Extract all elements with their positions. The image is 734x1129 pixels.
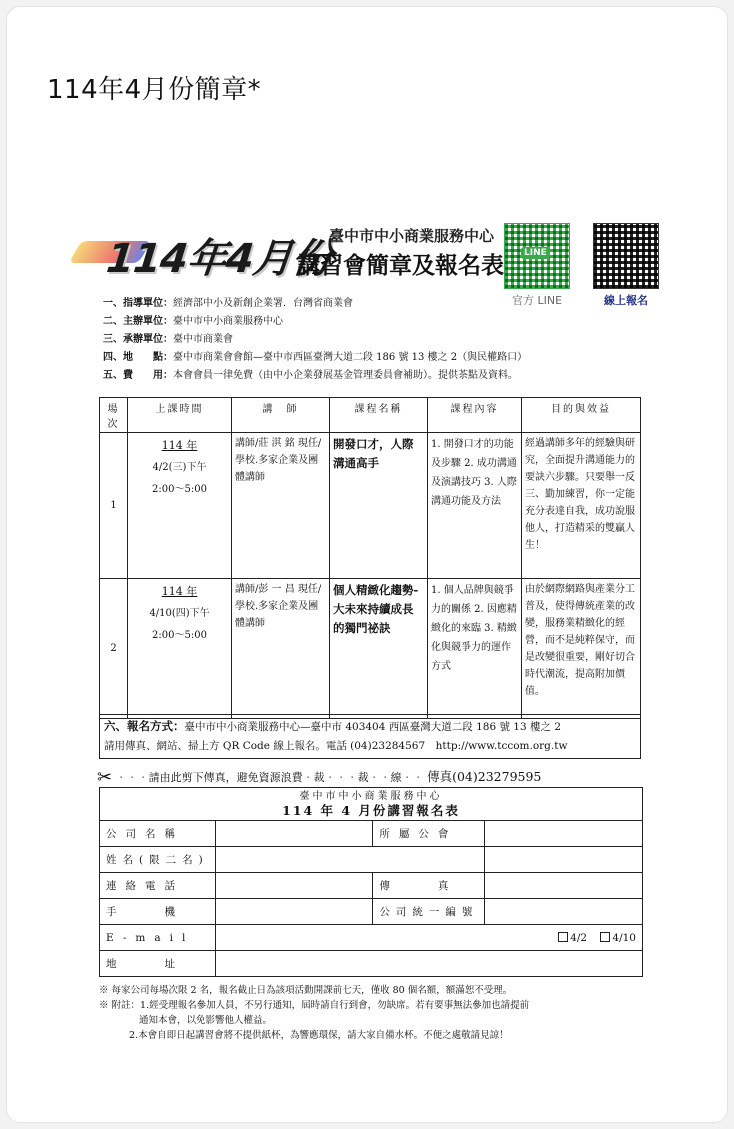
session-number: 2: [100, 579, 128, 719]
info-line: 五、費 用：本會會員一律免費（由中小企業發展基金管理委員會補助）。提供茶點及資料。: [103, 370, 518, 381]
col-header: 課程名稱: [330, 398, 428, 433]
register-qr-code[interactable]: [593, 223, 659, 307]
flyer-subtitle: 講習會簡章及報名表: [297, 252, 504, 279]
association-field[interactable]: [485, 821, 643, 847]
flyer-image[interactable]: [89, 217, 649, 1047]
table-row: [100, 433, 641, 579]
info-line: 二、主辦單位：臺中市中小商業服務中心: [103, 316, 283, 327]
flyer-header: [89, 217, 649, 307]
session-number: 1: [100, 433, 128, 579]
line-badge: LINE: [521, 247, 550, 259]
info-line: 三、承辦單位：臺中市商業會: [103, 334, 233, 345]
info-line: 四、地 點：臺中市商業會會館—臺中市西區臺灣大道二段 186 號 13 樓之 2（與民權路口）: [103, 352, 528, 363]
session-goal: 由於網際網路與產業分工普及，使得傳統產業的改變，服務業精緻化的經營，而不是純粹保守，而是改變很重要，剛好切合時代潮流，提高附加價值。: [522, 579, 641, 719]
name-field-1[interactable]: [215, 847, 485, 873]
session-course: 個人精緻化趨勢-大未來持續成長的獨門祕訣: [330, 579, 428, 719]
email-label: E-mail: [100, 925, 216, 951]
post-title: 114年4月份簡章*: [47, 75, 262, 105]
phone-label: 連絡電話: [100, 873, 216, 899]
note-line: 通知本會，以免影響他人權益。: [139, 1015, 273, 1026]
register-qr-caption: 線上報名: [604, 294, 648, 307]
fax-field[interactable]: [485, 873, 643, 899]
col-header: 課程內容: [428, 398, 522, 433]
fax-label: 傳 真: [373, 873, 485, 899]
scissors-icon: ✂: [97, 767, 113, 788]
tax-id-label: 公司統一編號: [373, 899, 485, 925]
form-title: 臺中市中小商業服務中心 114 年 4 月份講習報名表: [100, 788, 643, 821]
session-content: 1. 個人品牌與競爭力的關係 2. 因應精緻化的來臨 3. 精緻化與競爭力的運作方式: [428, 579, 522, 719]
session-teacher: 講師/彭 一 昌 現任/學校.多家企業及團體講師: [232, 579, 330, 719]
session-options[interactable]: 4/2 4/10: [215, 925, 642, 951]
col-header: 目的與效益: [522, 398, 641, 433]
company-name-field[interactable]: [215, 821, 373, 847]
checkbox-session-2[interactable]: [600, 932, 610, 942]
post-card: [6, 6, 728, 1123]
flyer-organizer: 臺中市中小商業服務中心: [329, 227, 495, 245]
note-line: ※ 附註：1.經受理報名參加人員，不另行通知，屆時請自行到會，勿缺席。若有要事無法參加也請提前: [99, 1000, 530, 1011]
note-line: ※ 每家公司每場次限 2 名，報名截止日為該項活動開課前七天，僅收 80 個名額，額滿恕不受理。: [99, 985, 513, 996]
flyer-info: [103, 295, 643, 385]
phone-field[interactable]: [215, 873, 373, 899]
col-header: 上課時間: [128, 398, 232, 433]
table-row: [100, 579, 641, 719]
name-field-2[interactable]: [485, 847, 643, 873]
session-time: 114 年 4/10(四)下午 2:00～5:00: [128, 579, 232, 719]
registration-form: [99, 787, 643, 977]
session-goal: 經過講師多年的經驗與研究，全面提升溝通能力的要訣六步驟。只要舉一反三、勤加練習，你一定能充分表達自我，成功說服他人，打造精采的雙贏人生！: [522, 433, 641, 579]
session-teacher: 講師/莊 淇 銘 現任/學校.多家企業及團體講師: [232, 433, 330, 579]
line-qr-caption: 官方 LINE: [511, 294, 563, 307]
address-label: 地 址: [100, 951, 216, 977]
note-line: 2.本會自即日起講習會將不提供紙杯，為響應環保，請大家自備水杯。不便之處敬請見諒！: [129, 1030, 509, 1041]
company-name-label: 公司名稱: [100, 821, 216, 847]
checkbox-session-1[interactable]: [558, 932, 568, 942]
cut-line: ✂ ‧‧‧請由此剪下傳真，避免資源浪費‧裁‧‧‧裁‧‧線‧‧ 傳真(04)23279595: [97, 767, 542, 788]
info-line: 一、指導單位：經濟部中小及新創企業署．台灣省商業會: [103, 298, 353, 309]
register-qr-icon: [593, 223, 659, 289]
col-header: 講 師: [232, 398, 330, 433]
session-time: 114 年 4/2(三)下午 2:00～5:00: [128, 433, 232, 579]
schedule-table: [99, 397, 641, 719]
association-label: 所屬公會: [373, 821, 485, 847]
signup-method: 六、報名方式：臺中市中小商業服務中心—臺中市 403404 西區臺灣大道二段 186 號 13 樓之 2 請用傳真、網站、掃上方 QR Code 線上報名。電話 (04)23284567 http://www.tccom.org.tw: [99, 714, 641, 759]
mobile-field[interactable]: [215, 899, 373, 925]
col-header: 場次: [100, 398, 128, 433]
mobile-label: 手 機: [100, 899, 216, 925]
address-field[interactable]: [215, 951, 642, 977]
flyer-notes: [99, 983, 647, 1043]
table-header-row: [100, 398, 641, 433]
flyer-month-title: 114年4月份: [104, 236, 334, 282]
tax-id-field[interactable]: [485, 899, 643, 925]
line-qr-code[interactable]: [504, 223, 570, 307]
name-label: 姓名(限二名): [100, 847, 216, 873]
session-content: 1. 開發口才的功能及步驟 2. 成功溝通及演講技巧 3. 人際溝通功能及方法: [428, 433, 522, 579]
session-course: 開發口才，人際溝通高手: [330, 433, 428, 579]
